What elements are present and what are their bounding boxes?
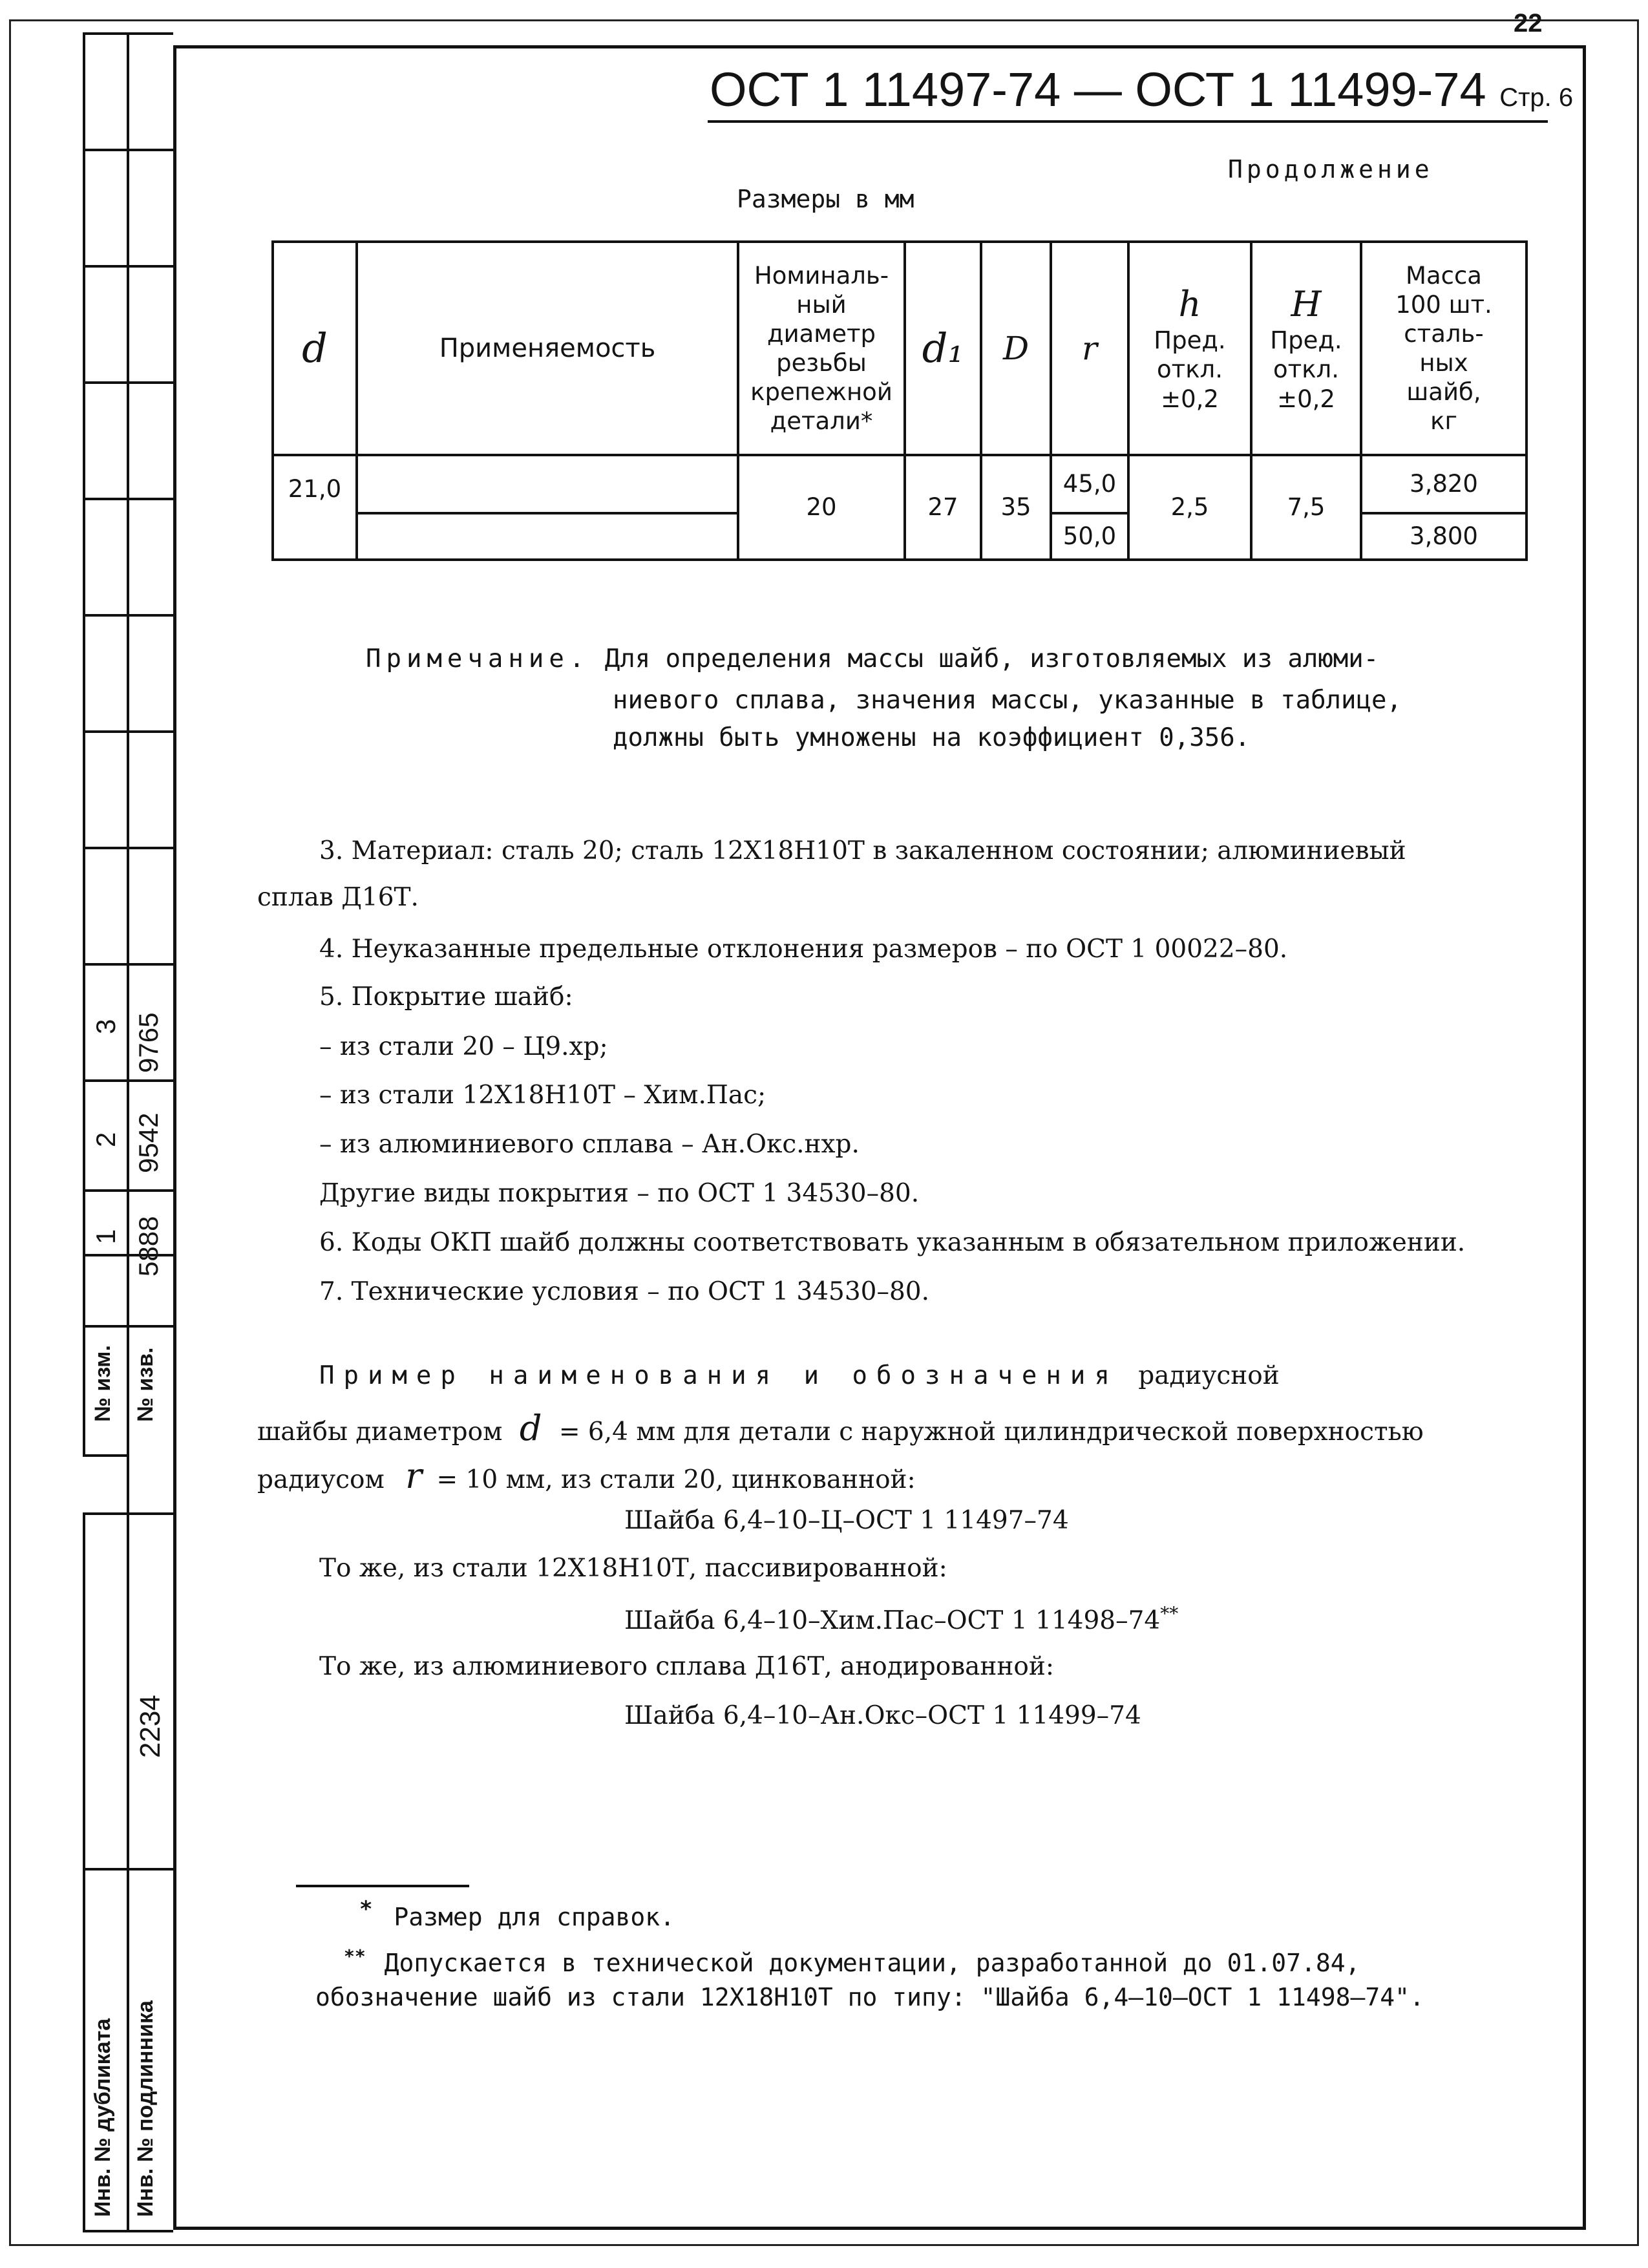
symbol-r: r xyxy=(405,1456,423,1496)
col-header-h: h Пред. откл. ±0,2 xyxy=(1128,242,1251,455)
note-line-1: Для определения массы шайб, изготовляемых из алюми- xyxy=(604,644,1379,673)
designation-1: Шайба 6,4–10–Ц–ОСТ 1 11497–74 xyxy=(624,1506,1069,1535)
item-5-a: – из стали 20 – Ц9.хр; xyxy=(319,1032,608,1061)
stamp-change-1: 1 xyxy=(90,1229,121,1244)
table-row xyxy=(273,455,1527,513)
document-header xyxy=(710,62,1573,117)
col-header-mass: Масса 100 шт. сталь- ных шайб, кг xyxy=(1361,242,1527,455)
note-line-3: должны быть умножены на коэффициент 0,356. xyxy=(613,723,1251,752)
example-line-2: шайбы диаметром d = 6,4 мм для детали с наружной цилиндрической поверхностью xyxy=(257,1408,1424,1448)
item-5-c: – из алюминиевого сплава – Ан.Окс.нхр. xyxy=(319,1130,860,1159)
cell-mass-2: 3,800 xyxy=(1361,513,1527,560)
header-rule xyxy=(708,120,1548,123)
cell-r-2: 50,0 xyxy=(1051,513,1128,560)
dimensions-table xyxy=(271,240,1528,561)
cell-h: 2,5 xyxy=(1128,455,1251,560)
table-header-row xyxy=(273,242,1527,455)
stamp-notice-label: № изв. xyxy=(133,1347,158,1422)
stamp-change-2: 2 xyxy=(90,1132,121,1147)
item-5-other: Другие виды покрытия – по ОСТ 1 34530–80. xyxy=(319,1179,920,1208)
document-title: ОСТ 1 11497-74 — ОСТ 1 11499-74 xyxy=(710,63,1486,116)
footnote-2-line-2: обозначение шайб из стали 12Х18Н10Т по типу: "Шайба 6,4–10–ОСТ 1 11498–74". xyxy=(315,1983,1424,2011)
page-label: Стр. 6 xyxy=(1499,83,1574,112)
footnote-2: ** Допускается в технической документации, разработанной до 01.07.84, xyxy=(344,1945,1360,1977)
symbol-d: d xyxy=(519,1408,542,1448)
col-header-H: H Пред. откл. ±0,2 xyxy=(1251,242,1361,455)
designation-3: Шайба 6,4–10–Ан.Окс–ОСТ 1 11499–74 xyxy=(624,1701,1141,1730)
item-5-b: – из стали 12Х18Н10Т – Хим.Пас; xyxy=(319,1081,766,1110)
note-block xyxy=(366,639,1379,680)
cell-d1: 27 xyxy=(905,455,981,560)
page-number: 22 xyxy=(1514,9,1543,37)
example-line-1: Пример наименования и обозначения радиусной xyxy=(319,1361,1280,1390)
stamp-notice-3: 9765 xyxy=(133,1012,164,1073)
stamp-change-label: № изм. xyxy=(90,1345,115,1422)
note-line-2: ниевого сплава, значения массы, указанные в таблице, xyxy=(613,686,1402,715)
cell-r-1: 45,0 xyxy=(1051,455,1128,513)
note-label: Примечание. xyxy=(366,644,590,673)
item-3-cont: сплав Д16Т. xyxy=(257,883,419,912)
col-header-applicability: Применяемость xyxy=(357,242,738,455)
item-6: 6. Коды ОКП шайб должны соответствовать указанным в обязательном приложении. xyxy=(319,1228,1466,1257)
cell-H: 7,5 xyxy=(1251,455,1361,560)
stamp-original-label: Инв. № подлинника xyxy=(133,2000,158,2217)
item-3: 3. Материал: сталь 20; сталь 12Х18Н10Т в закаленном состоянии; алюминиевый xyxy=(319,836,1406,865)
footnote-rule xyxy=(296,1885,469,1887)
same-2: То же, из алюминиевого сплава Д16Т, анодированной: xyxy=(319,1652,1055,1681)
cell-mass-1: 3,820 xyxy=(1361,455,1527,513)
col-header-r: r xyxy=(1051,242,1128,455)
stamp-notice-2: 9542 xyxy=(133,1112,164,1173)
col-header-D: D xyxy=(981,242,1051,455)
designation-2: Шайба 6,4–10–Хим.Пас–ОСТ 1 11498–74** xyxy=(624,1603,1179,1635)
cell-d: 21,0 xyxy=(273,455,357,560)
example-line-3: радиусом r = 10 мм, из стали 20, цинкованной: xyxy=(257,1456,916,1496)
stamp-change-3: 3 xyxy=(90,1019,121,1034)
sizes-caption: Размеры в мм xyxy=(737,185,914,213)
stamp-notice-1: 5888 xyxy=(133,1216,164,1277)
cell-nominal: 20 xyxy=(738,455,905,560)
continuation-label: Продолжение xyxy=(1228,155,1433,184)
col-header-d: d xyxy=(273,242,357,455)
cell-D: 35 xyxy=(981,455,1051,560)
cell-applicability-2 xyxy=(357,513,738,560)
col-header-nominal-diameter: Номиналь- ный диаметр резьбы крепежной детали* xyxy=(738,242,905,455)
item-5: 5. Покрытие шайб: xyxy=(319,982,573,1012)
cell-applicability-1 xyxy=(357,455,738,513)
same-1: То же, из стали 12Х18Н10Т, пассивированной: xyxy=(319,1554,947,1583)
footnote-1: * Размер для справок. xyxy=(359,1896,675,1931)
example-label: Пример наименования и обозначения xyxy=(319,1361,1119,1390)
col-header-d1: d₁ xyxy=(905,242,981,455)
stamp-duplicate-label: Инв. № дубликата xyxy=(90,2018,115,2217)
item-7: 7. Технические условия – по ОСТ 1 34530–80. xyxy=(319,1277,930,1306)
item-4: 4. Неуказанные предельные отклонения размеров – по ОСТ 1 00022–80. xyxy=(319,935,1288,964)
stamp-original-number: 2234 xyxy=(134,1695,166,1758)
